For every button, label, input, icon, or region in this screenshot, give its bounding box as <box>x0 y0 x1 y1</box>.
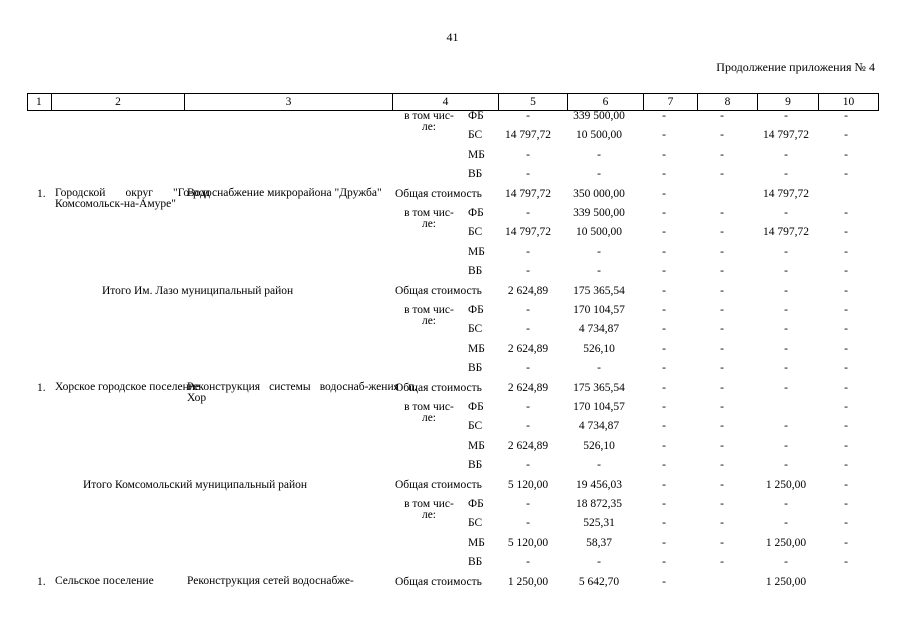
cell-c6: 339 500,00 <box>573 110 625 122</box>
cell-c5: 14 797,72 <box>505 187 551 200</box>
cell-c6: 4 734,87 <box>578 323 620 336</box>
cell-c5: - <box>526 420 530 433</box>
continuation-note: Продолжение приложения № 4 <box>716 60 875 74</box>
cell-c8: - <box>720 498 724 510</box>
cell-c10: - <box>844 342 848 355</box>
cell-c4b: ВБ <box>468 265 483 278</box>
sub-label-v-tom-chisle: в том чис- ле: <box>404 110 454 133</box>
cell-c9: - <box>784 439 788 452</box>
sub-label-v-tom-chisle: в том чис- ле: <box>404 498 454 521</box>
cell-num: 1. <box>37 187 46 200</box>
cell-c9: - <box>784 420 788 433</box>
cell-c7: - <box>662 459 666 472</box>
cell-c4: Общая стоимость <box>395 478 482 491</box>
cell-c5: 2 624,89 <box>507 381 549 394</box>
table-row <box>27 362 878 381</box>
table-row <box>27 285 878 304</box>
cell-c7: - <box>662 304 666 316</box>
cell-c7: - <box>662 168 666 181</box>
table-row <box>27 459 878 478</box>
cell-c7: - <box>662 207 666 219</box>
cell-c9: 14 797,72 <box>763 187 809 200</box>
cell-c9: - <box>784 323 788 336</box>
cell-c10: - <box>844 381 848 394</box>
cell-c8: - <box>720 517 724 530</box>
cell-c6: 350 000,00 <box>573 187 625 200</box>
cell-c8: - <box>720 439 724 452</box>
cell-c5: - <box>526 265 530 278</box>
table-row <box>27 186 878 210</box>
cell-c10: - <box>844 556 848 569</box>
cell-c6: 5 642,70 <box>578 575 620 588</box>
cell-c4b: ВБ <box>468 556 483 569</box>
cell-c7: - <box>662 187 666 200</box>
cell-c4b: МБ <box>468 439 485 452</box>
cell-c8: - <box>720 207 724 219</box>
cell-c7: - <box>662 439 666 452</box>
cell-c9: 14 797,72 <box>763 226 809 239</box>
cell-c8: - <box>720 284 724 297</box>
cell-c5: 14 797,72 <box>505 226 551 239</box>
cell-c6: 339 500,00 <box>573 207 625 219</box>
cell-c3: Реконструкция системы водоснаб-жения п. Хор <box>187 380 417 404</box>
cell-c4b: МБ <box>468 342 485 355</box>
cell-c4b: МБ <box>468 536 485 549</box>
cell-c6: 58,37 <box>586 536 612 549</box>
cell-c5: - <box>526 110 530 122</box>
cell-c6: - <box>597 245 601 258</box>
cell-c8: - <box>720 129 724 142</box>
cell-c4b: БС <box>468 226 483 239</box>
cell-c6: - <box>597 459 601 472</box>
cell-c4b: БС <box>468 129 483 142</box>
column-header: 6 <box>568 94 644 111</box>
cell-c7: - <box>662 284 666 297</box>
table-row <box>27 556 878 575</box>
cell-c9: - <box>784 265 788 278</box>
cell-c6: 10 500,00 <box>576 226 622 239</box>
cell-c10: - <box>844 536 848 549</box>
cell-c6: 10 500,00 <box>576 129 622 142</box>
cell-c10: - <box>844 498 848 510</box>
cell-c6: 526,10 <box>583 342 615 355</box>
page-number: 41 <box>446 30 459 44</box>
cell-c4: Общая стоимость <box>395 575 482 588</box>
cell-c7: - <box>662 342 666 355</box>
cell-c7: - <box>662 420 666 433</box>
cell-c7: - <box>662 381 666 394</box>
cell-c10: - <box>844 148 848 161</box>
cell-c5: - <box>526 323 530 336</box>
cell-c6: 175 365,54 <box>573 284 625 297</box>
cell-c8: - <box>720 459 724 472</box>
cell-c9: - <box>784 110 788 122</box>
cell-c6: 170 104,57 <box>573 401 625 413</box>
cell-c10: - <box>844 265 848 278</box>
cell-c7: - <box>662 265 666 278</box>
cell-c5: - <box>526 556 530 569</box>
cell-c5: 2 624,89 <box>507 342 549 355</box>
cell-c5: - <box>526 459 530 472</box>
cell-c5: - <box>526 148 530 161</box>
table-body <box>27 110 878 640</box>
cell-c3: Водоснабжение микрорайона "Дружба" <box>187 186 382 199</box>
sub-label-v-tom-chisle: в том чис- ле: <box>404 401 454 424</box>
cell-c10: - <box>844 129 848 142</box>
cell-c4b: ВБ <box>468 459 483 472</box>
cell-c9: - <box>784 517 788 530</box>
cell-c8: - <box>720 381 724 394</box>
cell-c5: 1 250,00 <box>507 575 549 588</box>
cell-c4b: ВБ <box>468 168 483 181</box>
cell-c6: 526,10 <box>583 439 615 452</box>
cell-c10: - <box>844 362 848 375</box>
cell-itogo: Итого Им. Лазо муниципальный район <box>102 284 294 297</box>
cell-c10: - <box>844 478 848 491</box>
cell-c6: - <box>597 168 601 181</box>
cell-c9: 1 250,00 <box>765 575 807 588</box>
cell-c4b: БС <box>468 323 483 336</box>
sub-label-v-tom-chisle: в том чис- ле: <box>404 304 454 327</box>
cell-c5: - <box>526 517 530 530</box>
cell-c6: - <box>597 362 601 375</box>
cell-c7: - <box>662 129 666 142</box>
cell-c9: - <box>784 342 788 355</box>
table-row <box>27 246 878 265</box>
cell-c4b: ФБ <box>468 498 484 510</box>
cell-c10: - <box>844 439 848 452</box>
cell-c2: Городской округ "Го-род Комсомольск-на-Амуре" <box>55 186 210 210</box>
cell-c10: - <box>844 517 848 530</box>
cell-c4b: ФБ <box>468 304 484 316</box>
cell-c9: - <box>784 362 788 375</box>
table-row <box>27 440 878 459</box>
cell-c7: - <box>662 498 666 510</box>
cell-c4b: ВБ <box>468 362 483 375</box>
cell-c9: 14 797,72 <box>763 129 809 142</box>
cell-itogo2: Итого Комсомольский муниципальный район <box>83 478 308 491</box>
cell-c5: - <box>526 304 530 316</box>
cell-c9: 1 250,00 <box>765 478 807 491</box>
cell-c8: - <box>720 420 724 433</box>
cell-c5: - <box>526 362 530 375</box>
cell-c4: Общая стоимость <box>395 284 482 297</box>
cell-c4b: БС <box>468 517 483 530</box>
column-header: 3 <box>185 94 393 111</box>
cell-c9: - <box>784 168 788 181</box>
cell-c2: Сельское поселение <box>55 574 154 587</box>
cell-c8: - <box>720 401 724 413</box>
cell-c6: 18 872,35 <box>576 498 622 510</box>
cell-c2: Хорское городское поселение <box>55 380 201 393</box>
table-row <box>27 149 878 168</box>
cell-c8: - <box>720 110 724 122</box>
cell-c4b: ФБ <box>468 401 484 413</box>
cell-num: 1. <box>37 575 46 588</box>
cell-num: 1. <box>37 381 46 394</box>
cell-c8: - <box>720 304 724 316</box>
cell-c6: 175 365,54 <box>573 381 625 394</box>
cell-c5: 5 120,00 <box>507 536 549 549</box>
cell-c9: - <box>784 304 788 316</box>
cell-c5: - <box>526 207 530 219</box>
cell-c8: - <box>720 323 724 336</box>
cell-c6: 4 734,87 <box>578 420 620 433</box>
cell-c5: - <box>526 498 530 510</box>
cell-c5: - <box>526 168 530 181</box>
cell-c4: Общая стоимость <box>395 187 482 200</box>
cell-c7: - <box>662 110 666 122</box>
cell-c7: - <box>662 401 666 413</box>
cell-c5: 2 624,89 <box>507 284 549 297</box>
cell-c9: 1 250,00 <box>765 536 807 549</box>
cell-c10: - <box>844 245 848 258</box>
cell-c7: - <box>662 536 666 549</box>
cell-c7: - <box>662 362 666 375</box>
cell-c6: - <box>597 265 601 278</box>
cell-c9: - <box>784 459 788 472</box>
column-header: 1 <box>28 94 52 111</box>
cell-c4b: МБ <box>468 245 485 258</box>
cell-c4b: БС <box>468 420 483 433</box>
cell-c9: - <box>784 498 788 510</box>
cell-c8: - <box>720 265 724 278</box>
cell-c10: - <box>844 168 848 181</box>
column-header: 5 <box>499 94 568 111</box>
cell-c3: Реконструкция сетей водоснабже- <box>187 574 354 587</box>
table-row <box>27 343 878 362</box>
cell-c7: - <box>662 556 666 569</box>
cell-c10: - <box>844 284 848 297</box>
column-header: 9 <box>758 94 819 111</box>
cell-c5: - <box>526 245 530 258</box>
cell-c5: 5 120,00 <box>507 478 549 491</box>
table-row <box>27 380 878 404</box>
cell-c7: - <box>662 575 666 588</box>
cell-c10: - <box>844 459 848 472</box>
cell-c7: - <box>662 148 666 161</box>
column-header: 4 <box>393 94 499 111</box>
cell-c10: - <box>844 323 848 336</box>
cell-c8: - <box>720 226 724 239</box>
cell-c10: - <box>844 207 848 219</box>
cell-c8: - <box>720 536 724 549</box>
column-header: 10 <box>819 94 879 111</box>
cell-c8: - <box>720 168 724 181</box>
cell-c7: - <box>662 478 666 491</box>
table-row <box>27 576 878 595</box>
cell-c8: - <box>720 556 724 569</box>
cell-c4b: МБ <box>468 148 485 161</box>
cell-c9: - <box>784 381 788 394</box>
column-header: 7 <box>644 94 698 111</box>
cell-c8: - <box>720 148 724 161</box>
cell-c6: 525,31 <box>583 517 615 530</box>
column-header: 8 <box>698 94 758 111</box>
cell-c9: - <box>784 245 788 258</box>
cell-c9: - <box>784 556 788 569</box>
cell-c4: Общая стоимость <box>395 381 482 394</box>
cell-c10: - <box>844 226 848 239</box>
cell-c9: - <box>784 148 788 161</box>
column-header-row <box>27 93 879 111</box>
cell-c10: - <box>844 110 848 122</box>
table-row <box>27 168 878 187</box>
cell-c10: - <box>844 304 848 316</box>
cell-c6: 19 456,03 <box>576 478 622 491</box>
cell-c8: - <box>720 342 724 355</box>
cell-c4b: ФБ <box>468 110 484 122</box>
cell-c7: - <box>662 226 666 239</box>
cell-c7: - <box>662 517 666 530</box>
cell-c6: - <box>597 556 601 569</box>
cell-c7: - <box>662 245 666 258</box>
cell-c5: - <box>526 401 530 413</box>
cell-c9: - <box>784 284 788 297</box>
sub-label-v-tom-chisle: в том чис- ле: <box>404 207 454 230</box>
cell-c10: - <box>844 420 848 433</box>
cell-c5: 2 624,89 <box>507 439 549 452</box>
cell-c4b: ФБ <box>468 207 484 219</box>
cell-c8: - <box>720 478 724 491</box>
cell-c9: - <box>784 207 788 219</box>
table-row <box>27 479 878 498</box>
cell-c6: - <box>597 148 601 161</box>
cell-c6: 170 104,57 <box>573 304 625 316</box>
cell-c8: - <box>720 245 724 258</box>
column-header: 2 <box>52 94 185 111</box>
cell-c8: - <box>720 362 724 375</box>
cell-c10: - <box>844 401 848 413</box>
table-row <box>27 537 878 556</box>
cell-c7: - <box>662 323 666 336</box>
cell-c5: 14 797,72 <box>505 129 551 142</box>
table-row <box>27 265 878 284</box>
